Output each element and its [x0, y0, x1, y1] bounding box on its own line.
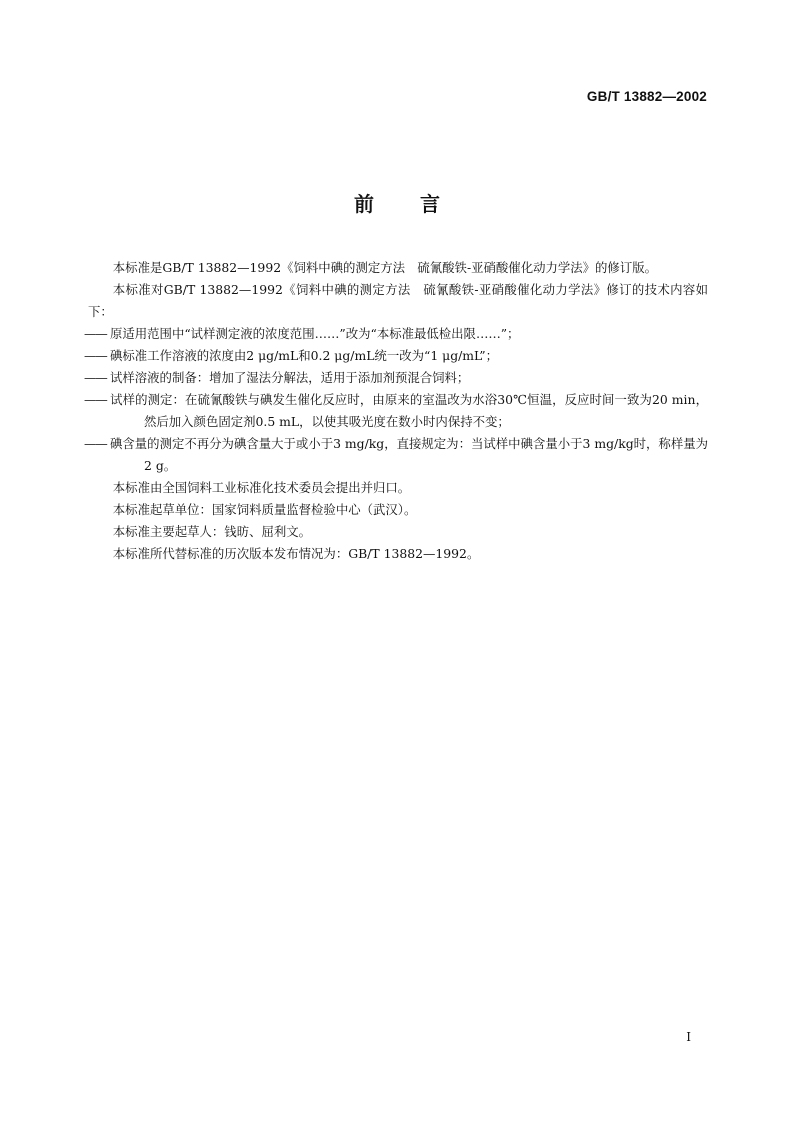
- page-title: 前言: [354, 192, 486, 216]
- foreword-body: [84, 257, 708, 565]
- paragraph-proposer: 本标准由全国饲料工业标准化技术委员会提出并归口。: [112, 480, 411, 495]
- list-dash: ——: [84, 348, 107, 363]
- list-dash: ——: [84, 370, 107, 385]
- list-item-text: 碘标准工作溶液的浓度由2 μg/mL和0.2 μg/mL统一改为“1 μg/mL”；: [110, 348, 499, 363]
- list-item: [84, 345, 708, 367]
- list-dash: ——: [84, 392, 107, 407]
- list-item-text: 试样的测定：在硫氰酸铁与碘发生催化反应时，由原来的室温改为水浴30℃恒温，反应时间一致为20 min，然后加入颜色固定剂0.5 mL，以使其吸光度在数小时内保持不变；: [110, 392, 708, 429]
- list-item: [84, 389, 708, 433]
- list-item-text: 试样溶液的制备：增加了湿法分解法，适用于添加剂预混合饲料；: [110, 370, 470, 385]
- paragraph-drafting-unit: 本标准起草单位：国家饲料质量监督检验中心（武汉）。: [112, 502, 417, 517]
- paragraph-revision-summary: 本标准对GB/T 13882—1992《饲料中碘的测定方法 硫氰酸铁-亚硝酸催化动力学法》修订的技术内容如下：: [88, 282, 708, 319]
- standard-code: GB/T 13882—2002: [586, 89, 707, 104]
- list-item: [84, 323, 708, 345]
- list-item: [84, 433, 708, 477]
- list-dash: ——: [84, 436, 107, 451]
- paragraph-intro: 本标准是GB/T 13882—1992《饲料中碘的测定方法 硫氰酸铁-亚硝酸催化动力学法》的修订版。: [112, 260, 657, 275]
- list-item-text: 原适用范围中“试样测定液的浓度范围……”改为“本标准最低检出限……”；: [110, 326, 520, 341]
- page-number: I: [686, 1030, 691, 1044]
- paragraph-drafters: 本标准主要起草人：钱昉、屈利文。: [112, 524, 312, 539]
- list-item-text: 碘含量的测定不再分为碘含量大于或小于3 mg/kg，直接规定为：当试样中碘含量小于3 mg/kg时，称样量为2 g。: [110, 436, 708, 473]
- list-item: [84, 367, 708, 389]
- list-dash: ——: [84, 326, 107, 341]
- paragraph-history: 本标准所代替标准的历次版本发布情况为：GB/T 13882—1992。: [112, 546, 480, 561]
